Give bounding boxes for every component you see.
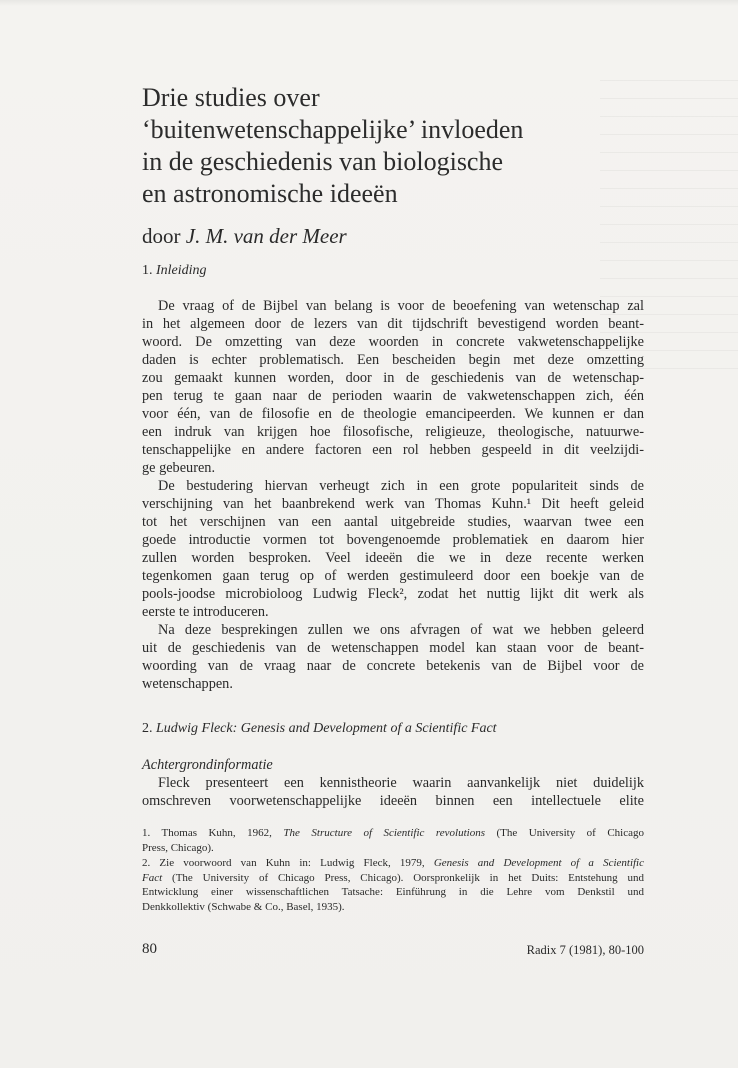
journal-reference: Radix 7 (1981), 80-100 — [526, 943, 644, 957]
text-line: De vraag of de Bijbel van belang is voor de beoefening van wetenschap zal — [158, 298, 644, 314]
text-line: Fleck presenteert een kennistheorie waarin aanvankelijk niet duidelijk — [158, 775, 644, 791]
footnote-text: Press, Chicago). — [142, 841, 214, 854]
footnotes — [142, 826, 644, 915]
footnote-cited-title: The Structure of Scientific revolutions — [283, 827, 485, 839]
footnote-cited-title: Fact — [142, 871, 163, 884]
section-2-subheading: Achtergrondinformatie — [142, 757, 273, 773]
text-line: voor één, van de filosofie en de theologie emancipeerden. We kunnen er dan — [142, 406, 644, 422]
section-2-heading — [142, 720, 497, 738]
section-number: 1. — [142, 263, 153, 278]
footnote-text: Denkkollektiv (Schwabe & Co., Basel, 1935). — [142, 900, 345, 913]
page-number: 80 — [142, 941, 157, 957]
text-line: uit de geschiedenis van de wetenschappen model kan staan voor de beant- — [142, 640, 644, 656]
text-line: pen terug te gaan naar de perioden waarin de vakwetenschappen zich, één — [142, 388, 644, 404]
text-line: ge gebeuren. — [142, 460, 216, 476]
text-line: woord. De omzetting van deze woorden in concrete vakwetenschappelijke — [142, 334, 644, 350]
author-name: J. M. van der Meer — [185, 224, 347, 248]
paragraph — [142, 297, 644, 477]
section-1-heading — [142, 262, 207, 280]
text-line: tenschappelijke en andere factoren een rol hebben gespeeld in dit veelzijdi- — [142, 442, 644, 458]
title-line: Drie studies over — [142, 83, 320, 112]
article-title — [142, 82, 622, 210]
text-line: goede introductie vormen tot bovengenoemde problematiek en daarom hier — [142, 532, 644, 548]
text-line: omschreven voorwetenschappelijke ideeën binnen een intellectuele elite — [142, 793, 644, 809]
text-line: verschijning van het baanbrekend werk van Thomas Kuhn.¹ Dit heeft geleid — [142, 496, 644, 512]
text-line: zullen worden besproken. Veel ideeën die we in deze recente werken — [142, 550, 644, 566]
section-1-body — [142, 297, 644, 693]
section-title: Ludwig Fleck: Genesis and Development of a Scientific Fact — [156, 721, 497, 736]
text-line: tot het verschijnen van een aantal uitgebreide studies, waarvan twee een — [142, 514, 644, 530]
text-line: eerste te introduceren. — [142, 604, 269, 620]
footnote-text: 2. Zie voorwoord van Kuhn in: Ludwig Fleck, 1979, — [142, 857, 434, 869]
title-line: ‘buitenwetenschappelijke’ invloeden — [142, 115, 524, 144]
byline-prefix: door — [142, 224, 181, 248]
paragraph — [142, 774, 644, 810]
paragraph — [142, 477, 644, 621]
text-line: in het algemeen door de lezers van dit tijdschrift bevestigend worden beant- — [142, 316, 644, 332]
text-line: daden is echter problematisch. Een bescheiden begin met deze omzetting — [142, 352, 644, 368]
footnote-1 — [142, 826, 644, 855]
text-line: een indruk van krijgen hoe filosofische, religieuze, theologische, natuurwe- — [142, 424, 644, 440]
text-line: Na deze besprekingen zullen we ons afvragen of wat we hebben geleerd — [158, 622, 644, 638]
text-line: zou gemaakt kunnen worden, door in de geschiedenis van de wetenschap- — [142, 370, 644, 386]
text-line: pools-joodse microbioloog Ludwig Fleck², zodat het nuttig lijkt dit werk als — [142, 586, 644, 602]
text-line: De bestudering hiervan verheugt zich in een grote populariteit sinds de — [158, 478, 644, 494]
footnote-2 — [142, 856, 644, 914]
footnote-text: (The University of Chicago Press, Chicago). Oorspronkelijk in het Duits: Entstehung und — [162, 871, 644, 884]
paragraph — [142, 621, 644, 693]
section-title: Inleiding — [156, 263, 207, 278]
text-line: woording van de vraag naar de concrete betekenis van de Bijbel voor de — [142, 658, 644, 674]
section-number: 2. — [142, 721, 153, 736]
footnote-text: (The University of Chicago — [485, 827, 644, 839]
byline — [142, 222, 347, 250]
text-line: tegenkomen gaan terug op of werden gestimuleerd door een boekje van de — [142, 568, 644, 584]
footnote-text: Entwicklung einer wissenschaftlichen Tatsache: Einführung in die Lehre vom Denkstil und — [142, 886, 644, 898]
title-line: en astronomische ideeën — [142, 179, 398, 208]
scan-edge-shadow — [0, 0, 738, 6]
title-line: in de geschiedenis van biologische — [142, 147, 504, 176]
text-line: wetenschappen. — [142, 676, 233, 692]
footnote-text: 1. Thomas Kuhn, 1962, — [142, 827, 284, 839]
footnote-cited-title: Genesis and Development of a Scientific — [433, 857, 645, 869]
section-2-body — [142, 774, 644, 810]
